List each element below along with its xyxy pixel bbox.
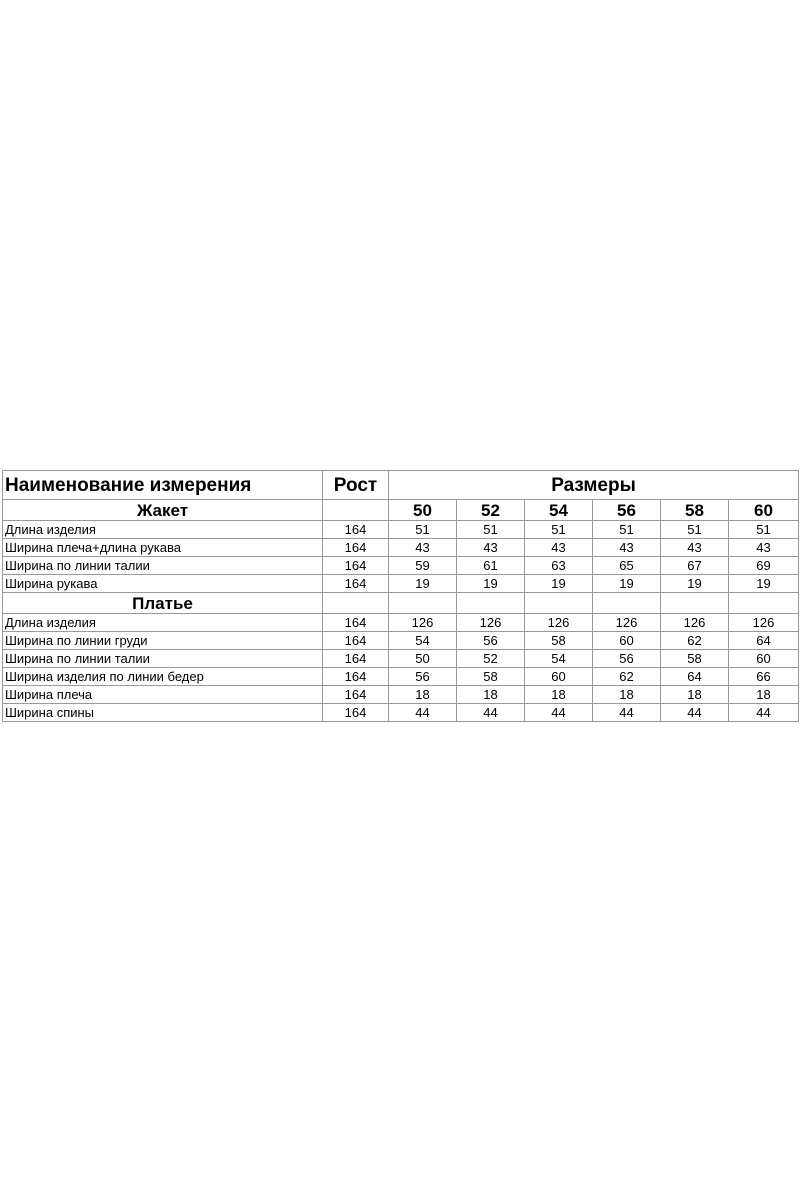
value-cell: 51	[729, 521, 799, 539]
table-row	[3, 632, 799, 650]
value-cell: 67	[661, 557, 729, 575]
value-cell: 56	[593, 650, 661, 668]
value-cell: 51	[457, 521, 525, 539]
value-cell: 19	[389, 575, 457, 593]
value-cell: 58	[457, 668, 525, 686]
measure-header: Наименование измерения	[3, 471, 323, 500]
value-cell: 43	[593, 539, 661, 557]
height-cell: 164	[323, 686, 389, 704]
value-cell: 60	[729, 650, 799, 668]
value-cell: 61	[457, 557, 525, 575]
value-cell: 64	[729, 632, 799, 650]
size-chart-body	[3, 471, 799, 722]
value-cell: 43	[389, 539, 457, 557]
empty-cell	[389, 593, 457, 614]
empty-cell	[323, 593, 389, 614]
value-cell: 18	[457, 686, 525, 704]
empty-cell	[457, 593, 525, 614]
measure-name-cell: Ширина по линии талии	[3, 650, 323, 668]
value-cell: 43	[729, 539, 799, 557]
value-cell: 59	[389, 557, 457, 575]
value-cell: 18	[593, 686, 661, 704]
table-row	[3, 686, 799, 704]
value-cell: 126	[729, 614, 799, 632]
size-header-cell: 58	[661, 500, 729, 521]
value-cell: 60	[593, 632, 661, 650]
value-cell: 56	[457, 632, 525, 650]
size-header-cell: 60	[729, 500, 799, 521]
measure-name-cell: Ширина плеча	[3, 686, 323, 704]
empty-cell	[661, 593, 729, 614]
measure-name-cell: Ширина рукава	[3, 575, 323, 593]
value-cell: 64	[661, 668, 729, 686]
value-cell: 43	[525, 539, 593, 557]
value-cell: 51	[661, 521, 729, 539]
size-header-cell: 54	[525, 500, 593, 521]
height-cell: 164	[323, 704, 389, 722]
value-cell: 51	[525, 521, 593, 539]
height-header: Рост	[323, 471, 389, 500]
value-cell: 126	[593, 614, 661, 632]
height-cell: 164	[323, 632, 389, 650]
value-cell: 18	[661, 686, 729, 704]
value-cell: 126	[389, 614, 457, 632]
value-cell: 44	[389, 704, 457, 722]
value-cell: 66	[729, 668, 799, 686]
value-cell: 19	[661, 575, 729, 593]
value-cell: 43	[457, 539, 525, 557]
value-cell: 54	[389, 632, 457, 650]
value-cell: 54	[525, 650, 593, 668]
table-row	[3, 650, 799, 668]
value-cell: 56	[389, 668, 457, 686]
size-chart-table	[2, 470, 799, 722]
measure-name-cell: Ширина плеча+длина рукава	[3, 539, 323, 557]
table-row	[3, 575, 799, 593]
table-row	[3, 557, 799, 575]
measure-name-cell: Длина изделия	[3, 614, 323, 632]
value-cell: 126	[525, 614, 593, 632]
size-header-cell: 52	[457, 500, 525, 521]
value-cell: 60	[525, 668, 593, 686]
value-cell: 44	[661, 704, 729, 722]
value-cell: 18	[729, 686, 799, 704]
value-cell: 63	[525, 557, 593, 575]
value-cell: 65	[593, 557, 661, 575]
value-cell: 62	[661, 632, 729, 650]
table-row	[3, 704, 799, 722]
header-row	[3, 471, 799, 500]
value-cell: 69	[729, 557, 799, 575]
table-row	[3, 614, 799, 632]
height-cell: 164	[323, 521, 389, 539]
value-cell: 44	[593, 704, 661, 722]
value-cell: 44	[525, 704, 593, 722]
measure-name-cell: Ширина изделия по линии бедер	[3, 668, 323, 686]
value-cell: 19	[525, 575, 593, 593]
value-cell: 44	[457, 704, 525, 722]
empty-cell	[323, 500, 389, 521]
value-cell: 18	[389, 686, 457, 704]
height-cell: 164	[323, 614, 389, 632]
value-cell: 19	[729, 575, 799, 593]
measure-name-cell: Ширина по линии талии	[3, 557, 323, 575]
section-row-dress	[3, 593, 799, 614]
measure-name-cell: Ширина по линии груди	[3, 632, 323, 650]
empty-cell	[525, 593, 593, 614]
value-cell: 43	[661, 539, 729, 557]
value-cell: 126	[661, 614, 729, 632]
empty-cell	[593, 593, 661, 614]
height-cell: 164	[323, 575, 389, 593]
size-header-cell: 56	[593, 500, 661, 521]
height-cell: 164	[323, 539, 389, 557]
value-cell: 62	[593, 668, 661, 686]
value-cell: 18	[525, 686, 593, 704]
measure-name-cell: Длина изделия	[3, 521, 323, 539]
section-title: Платье	[3, 593, 323, 614]
value-cell: 19	[457, 575, 525, 593]
value-cell: 52	[457, 650, 525, 668]
measure-name-cell: Ширина спины	[3, 704, 323, 722]
height-cell: 164	[323, 668, 389, 686]
value-cell: 58	[525, 632, 593, 650]
section-row-jacket	[3, 500, 799, 521]
size-header-cell: 50	[389, 500, 457, 521]
value-cell: 58	[661, 650, 729, 668]
value-cell: 51	[389, 521, 457, 539]
table-row	[3, 668, 799, 686]
table-row	[3, 539, 799, 557]
value-cell: 44	[729, 704, 799, 722]
height-cell: 164	[323, 650, 389, 668]
value-cell: 51	[593, 521, 661, 539]
value-cell: 19	[593, 575, 661, 593]
value-cell: 126	[457, 614, 525, 632]
value-cell: 50	[389, 650, 457, 668]
table-row	[3, 521, 799, 539]
empty-cell	[729, 593, 799, 614]
height-cell: 164	[323, 557, 389, 575]
section-title: Жакет	[3, 500, 323, 521]
sizes-header: Размеры	[389, 471, 799, 500]
